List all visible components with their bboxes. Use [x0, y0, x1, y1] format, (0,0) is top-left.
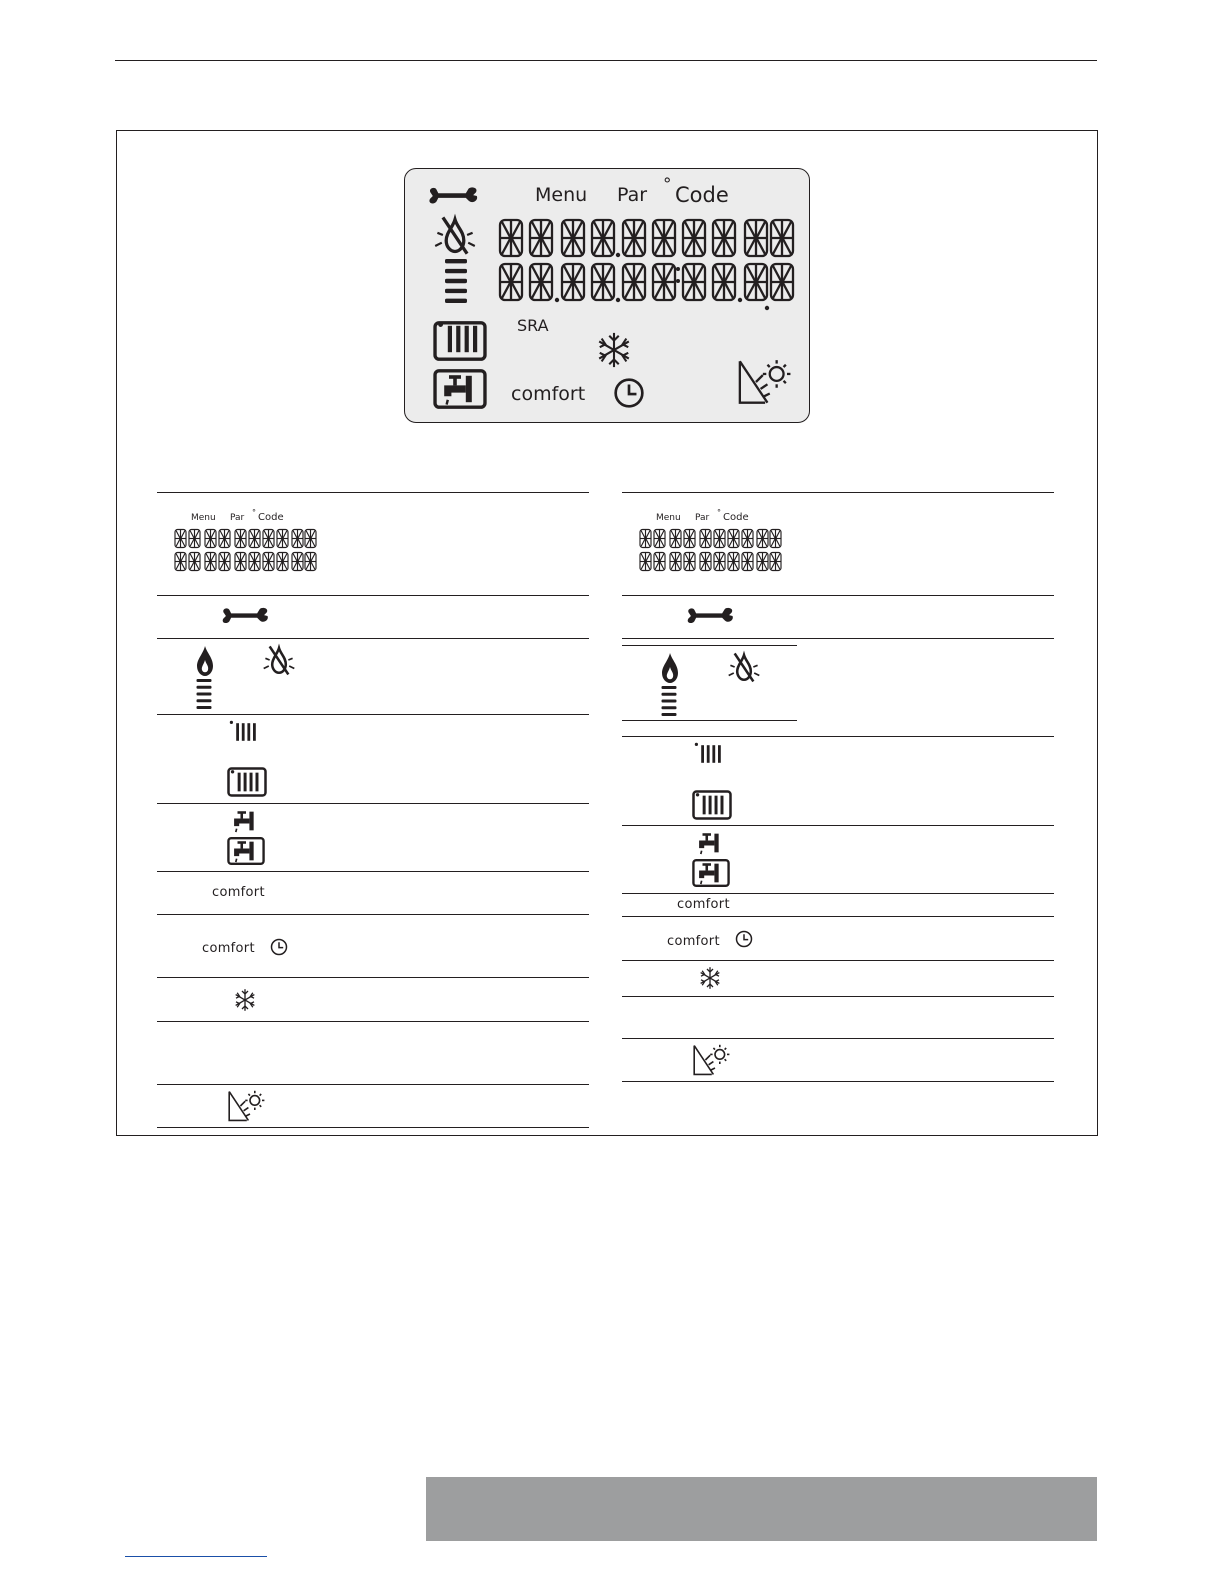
segment-digit: [653, 264, 675, 300]
segment-digit: [640, 553, 651, 571]
code-label: Code: [723, 512, 749, 523]
tap-icon: [444, 376, 472, 405]
menu-label: Menu: [535, 184, 588, 206]
segment-digit: [770, 553, 781, 571]
legend-row-heating: [157, 714, 589, 803]
segment-digit: [771, 264, 793, 300]
comfort-clock-label: comfort: [202, 941, 255, 956]
wrench-icon: [219, 605, 271, 627]
segment-digit: [263, 553, 274, 571]
menu-label: Menu: [191, 513, 216, 523]
segment-digit: [219, 553, 230, 571]
footer-bar: [426, 1477, 1097, 1541]
degree-mark: °: [717, 508, 721, 517]
segment-digit: [500, 264, 522, 300]
mini-segment-display: [639, 528, 784, 574]
segment-digit: [714, 553, 725, 571]
segment-digit: [728, 553, 739, 571]
segment-digit: [684, 530, 695, 548]
legend-row-flame: [622, 638, 1054, 736]
flame-icon: [195, 645, 215, 677]
segment-digit: [249, 530, 260, 548]
segment-digit: [745, 220, 767, 256]
degree-mark: °: [663, 175, 672, 195]
segment-digit: [714, 530, 725, 548]
power-level-bars-icon: [195, 679, 213, 709]
segment-digit: [623, 220, 645, 256]
tap-icon: [229, 838, 263, 864]
power-level-bars-icon: [660, 686, 678, 716]
radiator-icon: [438, 322, 477, 352]
segment-digit: [757, 530, 768, 548]
flame-off-icon: [262, 643, 296, 677]
segment-digit: [713, 220, 735, 256]
segment-digit: [745, 264, 767, 300]
clock-icon: [270, 938, 288, 956]
segment-digit: [205, 553, 216, 571]
sub-rule: [622, 645, 797, 646]
legend-row-blank: [622, 996, 1054, 1038]
par-label: Par: [695, 513, 710, 523]
top-rule: [115, 60, 1097, 61]
mini-segment-display: [174, 528, 319, 574]
segment-digit: [235, 553, 246, 571]
segment-digit: [249, 553, 260, 571]
colon-dot: [676, 267, 680, 271]
tap-icon: [694, 860, 728, 886]
power-level-bars-icon: [445, 259, 467, 303]
segment-digit: [771, 220, 793, 256]
snowflake-icon: [698, 966, 722, 990]
solar-panel-icon: [740, 360, 791, 403]
lcd-display-panel: [404, 168, 810, 423]
segment-digit: [305, 530, 316, 548]
decimal-point: [765, 306, 769, 310]
segment-digit: [683, 220, 705, 256]
segment-digit: [235, 530, 246, 548]
segment-digit: [592, 264, 614, 300]
legend-row-service: [622, 595, 1054, 638]
legend-row-display: [622, 492, 1054, 595]
footer-link-underline: [125, 1556, 267, 1557]
par-label: Par: [617, 184, 648, 206]
segment-digit: [292, 530, 303, 548]
segment-digit: [530, 264, 552, 300]
segment-digit: [292, 553, 303, 571]
decimal-point: [738, 298, 742, 302]
degree-mark: °: [252, 508, 256, 517]
legend-row-solar: [157, 1084, 589, 1128]
legend-row-comfort: [622, 893, 1054, 916]
legend-row-frost: [622, 960, 1054, 996]
legend-row-comfort-clock: [157, 914, 589, 977]
snowflake-icon: [599, 333, 629, 367]
sra-label: SRA: [517, 316, 549, 335]
flame-off-icon: [727, 650, 761, 684]
segment-digit: [770, 530, 781, 548]
segment-digit: [530, 220, 552, 256]
segment-digit: [305, 553, 316, 571]
segment-digit: [562, 220, 584, 256]
segment-digit: [175, 553, 186, 571]
comfort-label: comfort: [511, 383, 586, 405]
legend-row-hot-water: [622, 825, 1054, 893]
segment-digit: [562, 264, 584, 300]
flame-off-icon: [435, 217, 475, 253]
legend-row-comfort: [157, 871, 589, 914]
sub-rule: [622, 720, 797, 721]
radiator-icon: [695, 792, 729, 818]
legend-row-heating: [622, 736, 1054, 825]
segment-digit: [670, 553, 681, 571]
segment-digit: [700, 530, 711, 548]
segment-digit: [175, 530, 186, 548]
wrench-icon: [429, 187, 477, 203]
legend-row-flame: [157, 638, 589, 714]
legend-row-hot-water: [157, 803, 589, 871]
legend-row-frost: [157, 977, 589, 1021]
flame-icon: [660, 652, 680, 684]
segment-digit: [189, 530, 200, 548]
segment-digit: [205, 530, 216, 548]
segment-digit: [670, 530, 681, 548]
segment-digit: [219, 530, 230, 548]
segment-digit: [640, 530, 651, 548]
decimal-point: [616, 298, 620, 302]
lcd-graphics: [405, 169, 811, 424]
radiator-icon: [229, 720, 261, 744]
segment-digit: [757, 553, 768, 571]
code-label: Code: [258, 512, 284, 523]
tap-icon: [694, 830, 728, 856]
segment-digit: [713, 264, 735, 300]
legend-row-solar: [622, 1038, 1054, 1082]
clock-icon: [616, 380, 643, 407]
segment-digit: [263, 530, 274, 548]
snowflake-icon: [233, 988, 257, 1012]
decimal-point: [616, 253, 620, 257]
legend-row-comfort-clock: [622, 916, 1054, 960]
clock-icon: [735, 930, 753, 948]
segment-digit: [653, 220, 675, 256]
comfort-label: comfort: [212, 885, 265, 900]
segment-digit: [189, 553, 200, 571]
tap-icon: [229, 808, 263, 834]
segment-digit: [623, 264, 645, 300]
segment-digit: [683, 264, 705, 300]
comfort-label: comfort: [677, 897, 730, 912]
par-label: Par: [230, 513, 245, 523]
segment-digit: [728, 530, 739, 548]
segment-digit: [684, 553, 695, 571]
legend-row-blank: [157, 1021, 589, 1084]
segment-digit: [277, 553, 288, 571]
colon-dot: [676, 279, 680, 283]
segment-digit: [742, 530, 753, 548]
radiator-icon: [694, 742, 726, 766]
segment-digit: [592, 220, 614, 256]
segment-digit: [742, 553, 753, 571]
legend-row-service: [157, 595, 589, 638]
segment-digit: [277, 530, 288, 548]
legend-row-display: [157, 492, 589, 595]
solar-panel-icon: [691, 1044, 731, 1076]
menu-label: Menu: [656, 513, 681, 523]
decimal-point: [555, 298, 559, 302]
code-label: Code: [675, 183, 729, 207]
solar-panel-icon: [226, 1090, 266, 1122]
segment-digit: [654, 530, 665, 548]
segment-digit: [654, 553, 665, 571]
wrench-icon: [684, 605, 736, 627]
segment-digit: [700, 553, 711, 571]
segment-digit: [500, 220, 522, 256]
comfort-clock-label: comfort: [667, 934, 720, 949]
radiator-icon: [230, 769, 264, 795]
